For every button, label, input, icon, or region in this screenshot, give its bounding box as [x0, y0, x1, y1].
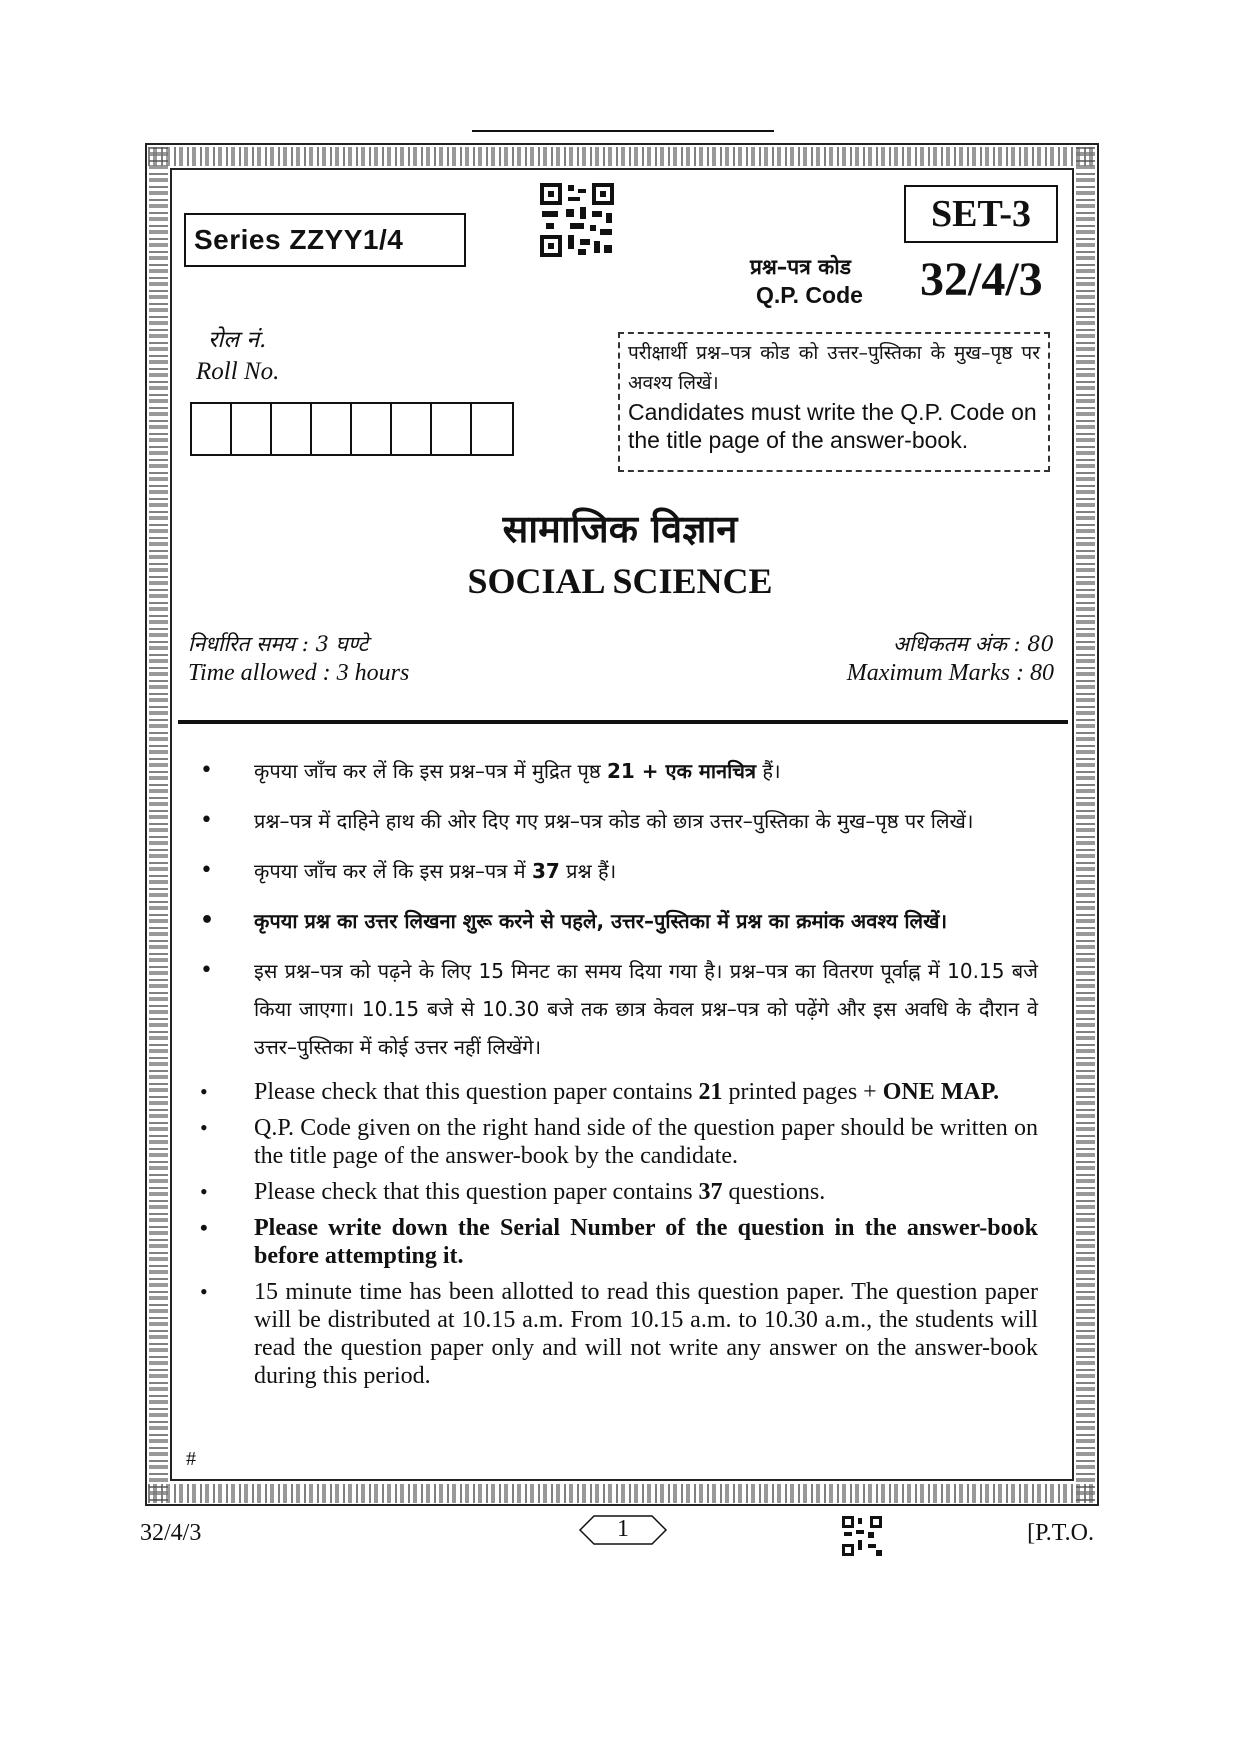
qp-code-label-hindi: प्रश्न–पत्र कोड: [750, 255, 851, 279]
notice-text: Candidates must write the Q.P. Code on the title page of the answer-book.: [628, 399, 1037, 453]
hash-mark: #: [186, 1448, 196, 1470]
instruction-item: [192, 752, 1038, 790]
instruction-item: [192, 902, 1038, 940]
instruction-item: [192, 1214, 1038, 1270]
instruction-item: [192, 1114, 1038, 1170]
roll-digit-box[interactable]: [192, 404, 232, 454]
instruction-text: कृपया जाँच कर लें कि इस प्रश्न–पत्र में मुद्रित पृष्ठ: [254, 759, 607, 783]
subject-title-hindi: सामाजिक विज्ञान: [502, 507, 738, 551]
qp-code-notice: [618, 332, 1050, 472]
time-allowed: Time allowed : 3 hours: [188, 660, 410, 686]
border-ornament-bottom: [148, 1484, 1096, 1503]
instruction-text: Q.P. Code given on the right hand side of the question paper should be written on the title page of the answer-book by the candidate.: [254, 1115, 1038, 1169]
max-marks: Maximum Marks : 80: [846, 660, 1054, 686]
top-rule: [472, 130, 774, 132]
instruction-item: [192, 952, 1038, 1066]
roll-digit-box[interactable]: [392, 404, 432, 454]
footer-qr-code-icon: [842, 1516, 882, 1556]
max-marks-hindi: अधिकतम अंक : 80: [892, 632, 1054, 656]
time-allowed-hindi: निर्धारित समय : 3 घण्टे: [188, 632, 369, 656]
qp-code-label: Q.P. Code: [756, 282, 863, 308]
notice-text-hindi: परीक्षार्थी प्रश्न–पत्र कोड को उत्तर–पुस्तिका के मुख–पृष्ठ पर अवश्य लिखें।: [628, 342, 1040, 394]
roll-number-boxes[interactable]: [190, 402, 514, 456]
pto-label: [P.T.O.: [1027, 1520, 1094, 1546]
instruction-emphasis: ONE MAP.: [882, 1079, 1000, 1105]
instruction-text: इस प्रश्न–पत्र को पढ़ने के लिए 15 मिनट का समय दिया गया है। प्रश्न–पत्र का वितरण पूर्वाह्न में 10.15 बजे किया जाएगा। 10.15 बजे से 10.30 बजे तक छात्र केवल प्रश्न–पत्र को पढ़ेंगे और इस अवधि के दौरान वे उत्तर–पुस्तिका में कोई उत्तर नहीं लिखेंगे।: [254, 959, 1038, 1059]
instruction-text: Please write down the Serial Number of the question in the answer-book before attempting it.: [254, 1215, 1038, 1269]
instruction-item: [192, 852, 1038, 890]
instruction-text: कृपया जाँच कर लें कि इस प्रश्न–पत्र में: [254, 859, 532, 883]
instruction-text: प्रश्न–पत्र में दाहिने हाथ की ओर दिए गए प्रश्न–पत्र कोड को छात्र उत्तर–पुस्तिका के मुख–पृष्ठ पर लिखें।: [254, 809, 974, 833]
instruction-item: [192, 802, 1038, 840]
instructions-list: [192, 752, 1038, 1398]
qr-code-icon: [540, 183, 614, 257]
roll-digit-box[interactable]: [352, 404, 392, 454]
section-divider: [178, 720, 1068, 724]
roll-digit-box[interactable]: [272, 404, 312, 454]
instruction-text: questions.: [722, 1179, 826, 1205]
roll-digit-box[interactable]: [312, 404, 352, 454]
instruction-text: Please check that this question paper contains: [254, 1179, 699, 1205]
instruction-emphasis: 37: [531, 859, 560, 883]
instruction-text: 15 minute time has been allotted to read this question paper. The question paper will be distributed at 10.15 a.m. From 10.15 a.m. to 10.30 a.m., the students will read the question paper only and will not write any answer on the answer-book during this period.: [254, 1279, 1038, 1389]
instruction-item: [192, 1278, 1038, 1390]
instruction-text: प्रश्न हैं।: [559, 859, 617, 883]
instruction-emphasis: 37: [698, 1179, 723, 1205]
border-ornament-top: [148, 147, 1096, 166]
instruction-item: [192, 1078, 1038, 1106]
instruction-item: [192, 1178, 1038, 1206]
roll-digit-box[interactable]: [232, 404, 272, 454]
subject-title: SOCIAL SCIENCE: [467, 561, 773, 601]
instruction-text: printed pages +: [722, 1079, 883, 1105]
set-label: SET-3: [904, 185, 1058, 243]
roll-digit-box[interactable]: [472, 404, 512, 454]
qp-code-value: 32/4/3: [920, 253, 1043, 306]
instruction-text: Please check that this question paper contains: [254, 1079, 699, 1105]
border-ornament-right: [1076, 147, 1095, 1503]
border-ornament-left: [149, 147, 168, 1503]
page-number: 1: [617, 1516, 629, 1542]
series-label: Series ZZYY1/4: [184, 213, 466, 267]
page-number-badge: [578, 1514, 668, 1546]
roll-label-hindi: रोल नं.: [208, 327, 267, 353]
instruction-emphasis: 21 + एक मानचित्र: [606, 759, 757, 783]
instruction-text: कृपया प्रश्न का उत्तर लिखना शुरू करने से पहले, उत्तर–पुस्तिका में प्रश्न का क्रमांक अवश्य लिखें।: [254, 909, 948, 933]
footer-qp-code: 32/4/3: [140, 1520, 202, 1546]
roll-label: Roll No.: [196, 358, 280, 385]
instruction-emphasis: 21: [698, 1079, 723, 1105]
instruction-text: हैं।: [756, 759, 781, 783]
roll-digit-box[interactable]: [432, 404, 472, 454]
